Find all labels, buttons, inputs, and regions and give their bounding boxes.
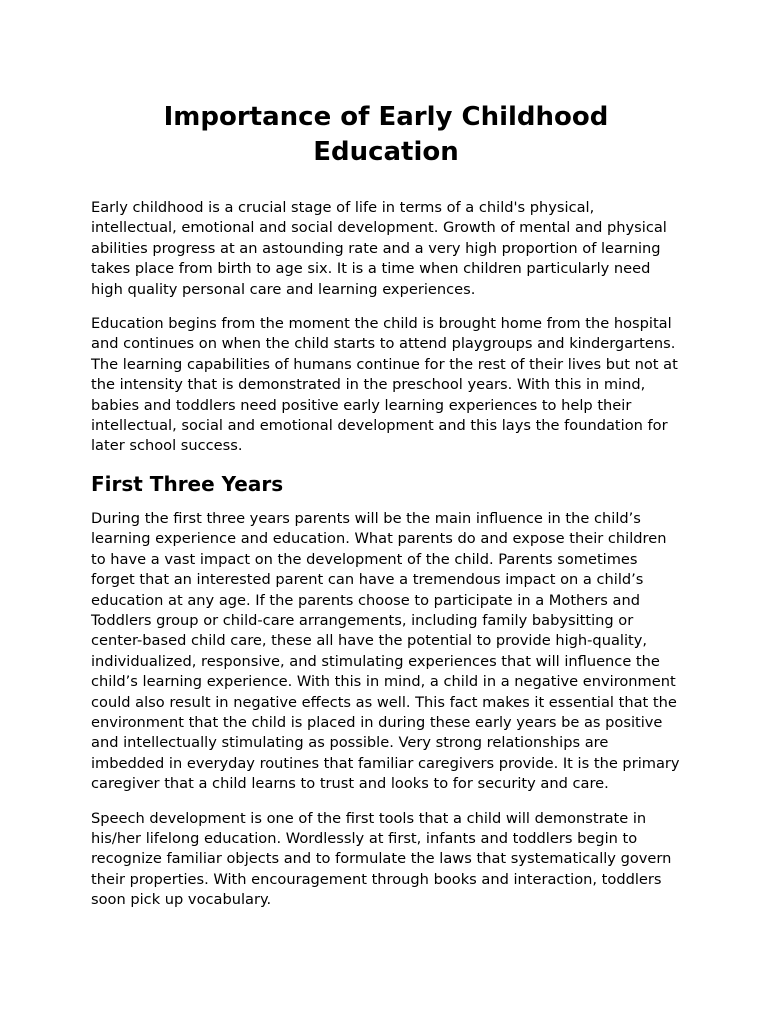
section-heading: First Three Years [91,471,284,496]
document-title: Importance of Early Childhood Education [163,102,609,167]
intro-paragraph-2: Education begins from the moment the child is brought home from the hospital and continues on when the child starts to attend playgroups and kindergartens. The learning capabilities of humans continue for the rest of their lives but not at the intensity that is demonstrated in the preschool years. With this in mind, babies and toddlers need positive early learning experiences to help their intellectual, social and emotional development and this lays the foundation for later school success. [91,315,678,455]
intro-paragraph-1: Early childhood is a crucial stage of life in terms of a child's physical, intellectual, emotional and social development. Growth of mental and physical abilities progress at an astounding rate and a very high proportion of learning takes place from birth to age six. It is a time when children particularly need high quality personal care and learning experiences. [91,199,667,298]
document-page [91,100,681,925]
section-paragraph-1: During the first three years parents will be the main influence in the child’s learning experience and education. What parents do and expose their children to have a vast impact on the development of the child. Parents sometimes forget that an interested parent can have a tremendous impact on a child’s education at any age. If the parents choose to participate in a Mothers and Toddlers group or child-care arrangements, including family babysitting or center-based child care, these all have the potential to provide high-quality, individualized, responsive, and stimulating experiences that will influence the child’s learning experience. With this in mind, a child in a negative environment could also result in negative effects as well. This fact makes it essential that the environment that the child is placed in during these early years be as positive and intellectually stimulating as possible. Very strong relationships are imbedded in everyday routines that familiar caregivers provide. It is the primary caregiver that a child learns to trust and looks to for security and care. [91,509,680,793]
section-paragraph-2: Speech development is one of the first tools that a child will demonstrate in his/her lifelong education. Wordlessly at first, infants and toddlers begin to recognize familiar objects and to formulate the laws that systematically govern their properties. With encouragement through books and interaction, toddlers soon pick up vocabulary. [91,809,672,909]
